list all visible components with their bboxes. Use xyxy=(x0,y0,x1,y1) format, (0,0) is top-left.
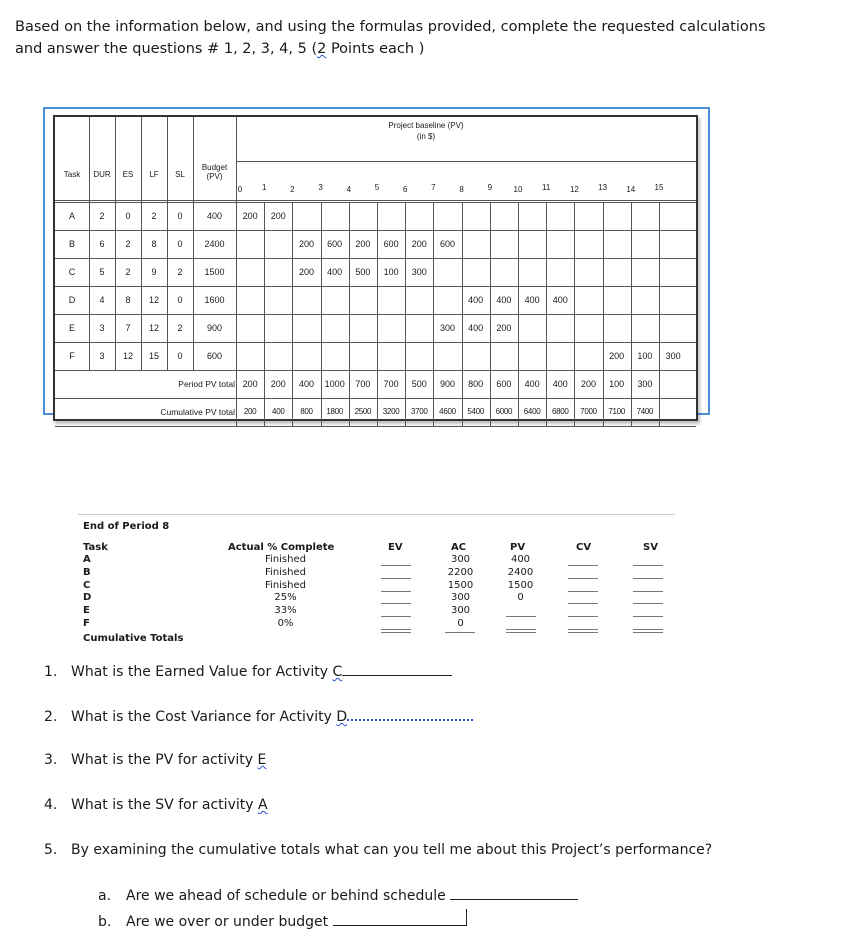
project-baseline-table xyxy=(53,115,698,421)
cumulative-pv-total-7: 3700 xyxy=(410,407,428,416)
pv-col-divider xyxy=(518,202,519,426)
period-number: 5 xyxy=(374,183,380,192)
question-number: 2. xyxy=(44,709,58,725)
task-E-sl: 2 xyxy=(177,323,183,333)
cumulative-pv-total-6: 3200 xyxy=(382,407,400,416)
task-F-pv-period-15: 100 xyxy=(637,351,653,361)
period-pv-total-4: 1000 xyxy=(324,379,345,389)
task-B-lf: 8 xyxy=(151,239,157,249)
pv-col-divider xyxy=(433,202,434,426)
question-activity-ref: A xyxy=(257,797,268,813)
question-activity-ref: C xyxy=(332,664,343,680)
task-C-lf: 9 xyxy=(151,267,157,277)
ev-blank-D xyxy=(381,603,411,604)
task-F-es: 12 xyxy=(122,351,133,361)
row-divider xyxy=(55,258,696,259)
pv-col-divider xyxy=(377,202,378,426)
sv-blank-B xyxy=(633,578,663,579)
pv-blank-F xyxy=(506,629,536,630)
cumulative-pv-total-9: 5400 xyxy=(467,407,484,416)
period-number: 6 xyxy=(402,185,408,194)
pv-col-divider xyxy=(490,202,491,426)
cumulative-pv-total-8: 4600 xyxy=(439,407,456,416)
ev-header-cv: CV xyxy=(576,542,592,553)
task-F-pv-period-14: 200 xyxy=(609,351,625,361)
period-pv-total-11: 400 xyxy=(524,379,540,389)
task-D-es: 8 xyxy=(125,295,131,305)
question-number: 5. xyxy=(44,842,58,858)
cv-blank-A xyxy=(568,565,598,566)
task-C-task: C xyxy=(68,267,76,277)
question-5 xyxy=(44,842,712,858)
ev-pct-B: Finished xyxy=(265,566,306,578)
ev-ac-F: 0 xyxy=(457,618,464,629)
period-pv-total-5: 700 xyxy=(355,379,371,389)
ev-header-pct: Actual % Complete xyxy=(228,542,335,553)
ev-task-D: D xyxy=(83,592,92,604)
period-pv-total-6: 700 xyxy=(383,379,399,389)
question-number: 3. xyxy=(44,752,58,768)
subquestion-b xyxy=(98,909,467,930)
period-pv-total-15: 300 xyxy=(637,379,653,389)
ev-blank-E xyxy=(381,616,411,617)
task-F-sl: 0 xyxy=(177,351,183,361)
cv-blank-B xyxy=(568,578,598,579)
title-divider xyxy=(236,161,696,162)
period-number: 15 xyxy=(654,183,664,192)
ev-total-blank xyxy=(381,632,411,633)
sv-blank-D xyxy=(633,603,663,604)
task-B-sl: 0 xyxy=(177,239,183,249)
pv-blank-E xyxy=(506,616,536,617)
task-A-budget: 400 xyxy=(206,211,223,221)
subquestion-text: Are we over or under budget xyxy=(126,914,333,930)
cumulative-pv-total-11: 6400 xyxy=(523,407,541,416)
cumulative-pv-total-label: Cumulative PV total xyxy=(160,407,235,417)
task-B-pv-period-6: 600 xyxy=(383,239,399,249)
ev-ac-A: 300 xyxy=(450,554,471,565)
sv-blank-A xyxy=(633,565,663,566)
pv-col-divider xyxy=(292,202,293,426)
ev-pv-D: 0 xyxy=(517,592,524,604)
task-F-pv-period-16: 300 xyxy=(665,351,681,361)
ev-ac-E: 300 xyxy=(450,605,471,617)
question-4 xyxy=(44,797,268,813)
ev-title: End of Period 8 xyxy=(83,521,170,532)
cumulative-pv-total-4: 1800 xyxy=(326,407,343,416)
task-A-lf: 2 xyxy=(151,211,157,221)
period-number: 4 xyxy=(346,185,352,194)
question-number: 4. xyxy=(44,797,58,813)
task-C-pv-period-4: 400 xyxy=(327,267,343,277)
ev-header-task: Task xyxy=(83,542,108,553)
ev-pct-C: Finished xyxy=(265,579,306,591)
period-pv-total-12: 400 xyxy=(552,379,568,389)
ev-header-ac: AC xyxy=(451,542,467,553)
earned-value-table xyxy=(78,505,675,648)
pv-col-divider xyxy=(603,202,604,426)
cumulative-pv-total-12: 6800 xyxy=(551,407,569,416)
cumulative-pv-total-10: 6000 xyxy=(495,407,513,416)
task-D-pv-period-9: 400 xyxy=(468,295,484,305)
question-text: What is the Earned Value for Activity xyxy=(71,664,333,680)
question-text: By examining the cumulative totals what can you tell me about this Project’s performance? xyxy=(71,842,713,858)
task-A-es: 0 xyxy=(125,211,131,221)
pv-col-divider xyxy=(659,202,660,426)
sv-blank-E xyxy=(633,616,663,617)
period-number: 14 xyxy=(626,185,636,194)
pv-col-divider xyxy=(321,202,322,426)
task-A-task: A xyxy=(68,211,75,221)
baseline-title-units: (in $) xyxy=(416,132,436,141)
task-F-dur: 3 xyxy=(99,351,105,361)
task-E-pv-period-10: 200 xyxy=(496,323,512,333)
ev-blank-C xyxy=(381,591,411,592)
baseline-title: Project baseline (PV) xyxy=(388,121,464,130)
cumulative-pv-total-3: 800 xyxy=(300,407,313,416)
task-C-dur: 5 xyxy=(99,267,105,277)
period-pv-total-7: 500 xyxy=(411,379,427,389)
task-D-sl: 0 xyxy=(177,295,183,305)
task-C-pv-period-5: 500 xyxy=(355,267,371,277)
cv-blank-C xyxy=(568,591,598,592)
period-pv-total-10: 600 xyxy=(496,379,512,389)
task-B-task: B xyxy=(68,239,75,249)
pv-col-divider xyxy=(349,202,350,426)
task-D-budget: 1600 xyxy=(204,295,225,305)
period-pv-total-3: 400 xyxy=(298,379,314,389)
task-B-pv-period-5: 200 xyxy=(355,239,371,249)
period-number: 0 xyxy=(237,185,243,194)
task-F-budget: 600 xyxy=(206,351,223,361)
header-task: Task xyxy=(63,170,81,179)
row-divider xyxy=(55,342,696,343)
ev-task-B: B xyxy=(83,566,91,578)
sv-blank-F xyxy=(633,629,663,630)
task-A-dur: 2 xyxy=(99,211,105,221)
period-pv-total-9: 800 xyxy=(468,379,484,389)
row-divider xyxy=(55,370,696,371)
sv-blank-C xyxy=(633,591,663,592)
cv-total-blank xyxy=(568,632,598,633)
period-number: 9 xyxy=(487,183,493,192)
ev-header-ev: EV xyxy=(388,542,403,553)
subquestion-text: Are we ahead of schedule or behind schedule xyxy=(126,888,451,904)
period-pv-total-8: 900 xyxy=(439,379,455,389)
ev-blank-B xyxy=(381,578,411,579)
answer-blank[interactable] xyxy=(333,909,467,926)
row-divider xyxy=(55,314,696,315)
question-3 xyxy=(44,752,266,768)
period-number: 1 xyxy=(261,183,267,192)
ev-top-rule xyxy=(78,514,675,515)
task-C-es: 2 xyxy=(125,267,131,277)
period-number: 13 xyxy=(598,183,608,192)
ev-pct-A: Finished xyxy=(265,554,306,565)
cv-blank-D xyxy=(568,603,598,604)
row-divider xyxy=(55,426,696,427)
period-pv-total-1: 200 xyxy=(242,379,258,389)
pv-col-divider xyxy=(264,202,265,426)
task-B-es: 2 xyxy=(125,239,131,249)
task-B-pv-period-7: 200 xyxy=(411,239,427,249)
task-F-task: F xyxy=(69,351,75,361)
pv-col-divider xyxy=(546,202,547,426)
question-activity-ref: D xyxy=(336,709,348,725)
ev-task-A: A xyxy=(83,554,91,565)
ev-ac-B: 2200 xyxy=(447,566,474,578)
task-C-sl: 2 xyxy=(177,267,183,277)
question-number: 1. xyxy=(44,664,58,680)
period-number: 11 xyxy=(542,183,551,192)
pv-total-blank xyxy=(506,632,536,633)
task-E-dur: 3 xyxy=(99,323,105,333)
ev-pv-C: 1500 xyxy=(507,579,534,591)
period-number: 3 xyxy=(318,183,323,192)
answer-blank[interactable] xyxy=(347,707,473,721)
ev-task-F: F xyxy=(83,618,90,629)
period-number: 8 xyxy=(459,185,464,194)
period-pv-total-2: 200 xyxy=(270,379,286,389)
ev-pct-D: 25% xyxy=(274,592,297,604)
row-divider xyxy=(55,286,696,287)
cv-blank-F xyxy=(568,629,598,630)
task-A-pv-period-1: 200 xyxy=(242,211,258,221)
question-1 xyxy=(44,663,452,680)
subquestion-a xyxy=(98,887,578,904)
instructions xyxy=(15,16,845,60)
ev-cumulative-totals: Cumulative Totals xyxy=(83,632,184,644)
row-divider xyxy=(55,398,696,399)
instructions-line-1: Based on the information below, and using the formulas provided, complete the requested calculations xyxy=(15,19,766,35)
question-text: What is the PV for activity xyxy=(71,752,258,768)
instructions-line-2: and answer the questions # 1, 2, 3, 4, 5 (2 Points each ) xyxy=(15,41,425,57)
row-divider xyxy=(55,202,696,203)
task-E-pv-period-8: 300 xyxy=(439,323,455,333)
header-budget-line1: Budget xyxy=(201,163,228,172)
cumulative-pv-total-1: 200 xyxy=(243,407,257,416)
ev-blank-A xyxy=(381,565,411,566)
task-B-pv-period-4: 600 xyxy=(327,239,343,249)
task-D-lf: 12 xyxy=(148,295,159,305)
pv-col-divider xyxy=(462,202,463,426)
task-B-pv-period-3: 200 xyxy=(298,239,314,249)
task-B-budget: 2400 xyxy=(204,239,225,249)
cumulative-pv-total-15: 7400 xyxy=(636,407,654,416)
ev-header-sv: SV xyxy=(643,542,658,553)
period-number: 12 xyxy=(569,185,579,194)
task-E-task: E xyxy=(68,323,75,333)
ev-pct-E: 33% xyxy=(274,605,297,617)
cumulative-pv-total-5: 2500 xyxy=(354,407,372,416)
header-divider xyxy=(55,200,696,201)
period-pv-total-label: Period PV total xyxy=(178,379,235,389)
question-activity-ref: E xyxy=(257,752,267,768)
task-E-es: 7 xyxy=(125,323,131,333)
header-lf: LF xyxy=(149,170,159,179)
header-dur: DUR xyxy=(93,170,111,179)
task-A-pv-period-2: 200 xyxy=(270,211,286,221)
ev-task-E: E xyxy=(83,605,90,617)
ev-ac-D: 300 xyxy=(450,592,471,604)
answer-blank[interactable] xyxy=(342,663,452,676)
question-2 xyxy=(44,707,473,725)
task-E-pv-period-9: 400 xyxy=(468,323,484,333)
ev-pv-A: 400 xyxy=(510,554,531,565)
cumulative-pv-total-2: 400 xyxy=(272,407,285,416)
answer-blank[interactable] xyxy=(450,887,578,900)
pv-col-divider xyxy=(574,202,575,426)
cumulative-pv-total-14: 7100 xyxy=(608,407,625,416)
subquestion-letter: a. xyxy=(98,888,112,904)
ev-pv-B: 2400 xyxy=(507,566,534,578)
question-text: What is the Cost Variance for Activity xyxy=(71,709,337,725)
task-C-pv-period-6: 100 xyxy=(383,267,399,277)
cv-blank-E xyxy=(568,616,598,617)
pv-col-divider xyxy=(405,202,406,426)
task-D-pv-period-10: 400 xyxy=(496,295,512,305)
pv-col-divider xyxy=(631,202,632,426)
question-text: What is the SV for activity xyxy=(71,797,258,813)
ev-pct-F: 0% xyxy=(277,618,294,629)
task-E-budget: 900 xyxy=(206,323,223,333)
task-B-pv-period-8: 600 xyxy=(439,239,455,249)
task-D-dur: 4 xyxy=(99,295,105,305)
task-D-task: D xyxy=(68,295,76,305)
sv-total-blank xyxy=(633,632,663,633)
row-divider xyxy=(55,230,696,231)
points-value: 2 xyxy=(317,41,327,57)
task-D-pv-period-11: 400 xyxy=(524,295,540,305)
task-C-budget: 1500 xyxy=(204,267,225,277)
task-B-dur: 6 xyxy=(99,239,105,249)
ev-blank-F xyxy=(381,629,411,630)
task-C-pv-period-3: 200 xyxy=(298,267,314,277)
task-F-lf: 15 xyxy=(148,351,159,361)
ev-ac-C: 1500 xyxy=(447,579,474,591)
task-A-sl: 0 xyxy=(177,211,183,221)
ev-task-C: C xyxy=(83,579,91,591)
period-number: 10 xyxy=(513,185,523,194)
header-budget-line2: (PV) xyxy=(206,172,223,181)
ac-total-blank xyxy=(445,632,475,633)
subquestion-letter: b. xyxy=(98,914,112,930)
period-number: 2 xyxy=(290,185,295,194)
period-number: 7 xyxy=(431,183,436,192)
task-D-pv-period-12: 400 xyxy=(552,295,568,305)
ev-header-pv: PV xyxy=(510,542,526,553)
cumulative-pv-total-13: 7000 xyxy=(580,407,597,416)
period-pv-total-13: 200 xyxy=(580,379,596,389)
task-C-pv-period-7: 300 xyxy=(411,267,427,277)
header-sl: SL xyxy=(175,170,185,179)
header-es: ES xyxy=(122,170,134,179)
period-pv-total-14: 100 xyxy=(609,379,625,389)
task-E-lf: 12 xyxy=(148,323,159,333)
